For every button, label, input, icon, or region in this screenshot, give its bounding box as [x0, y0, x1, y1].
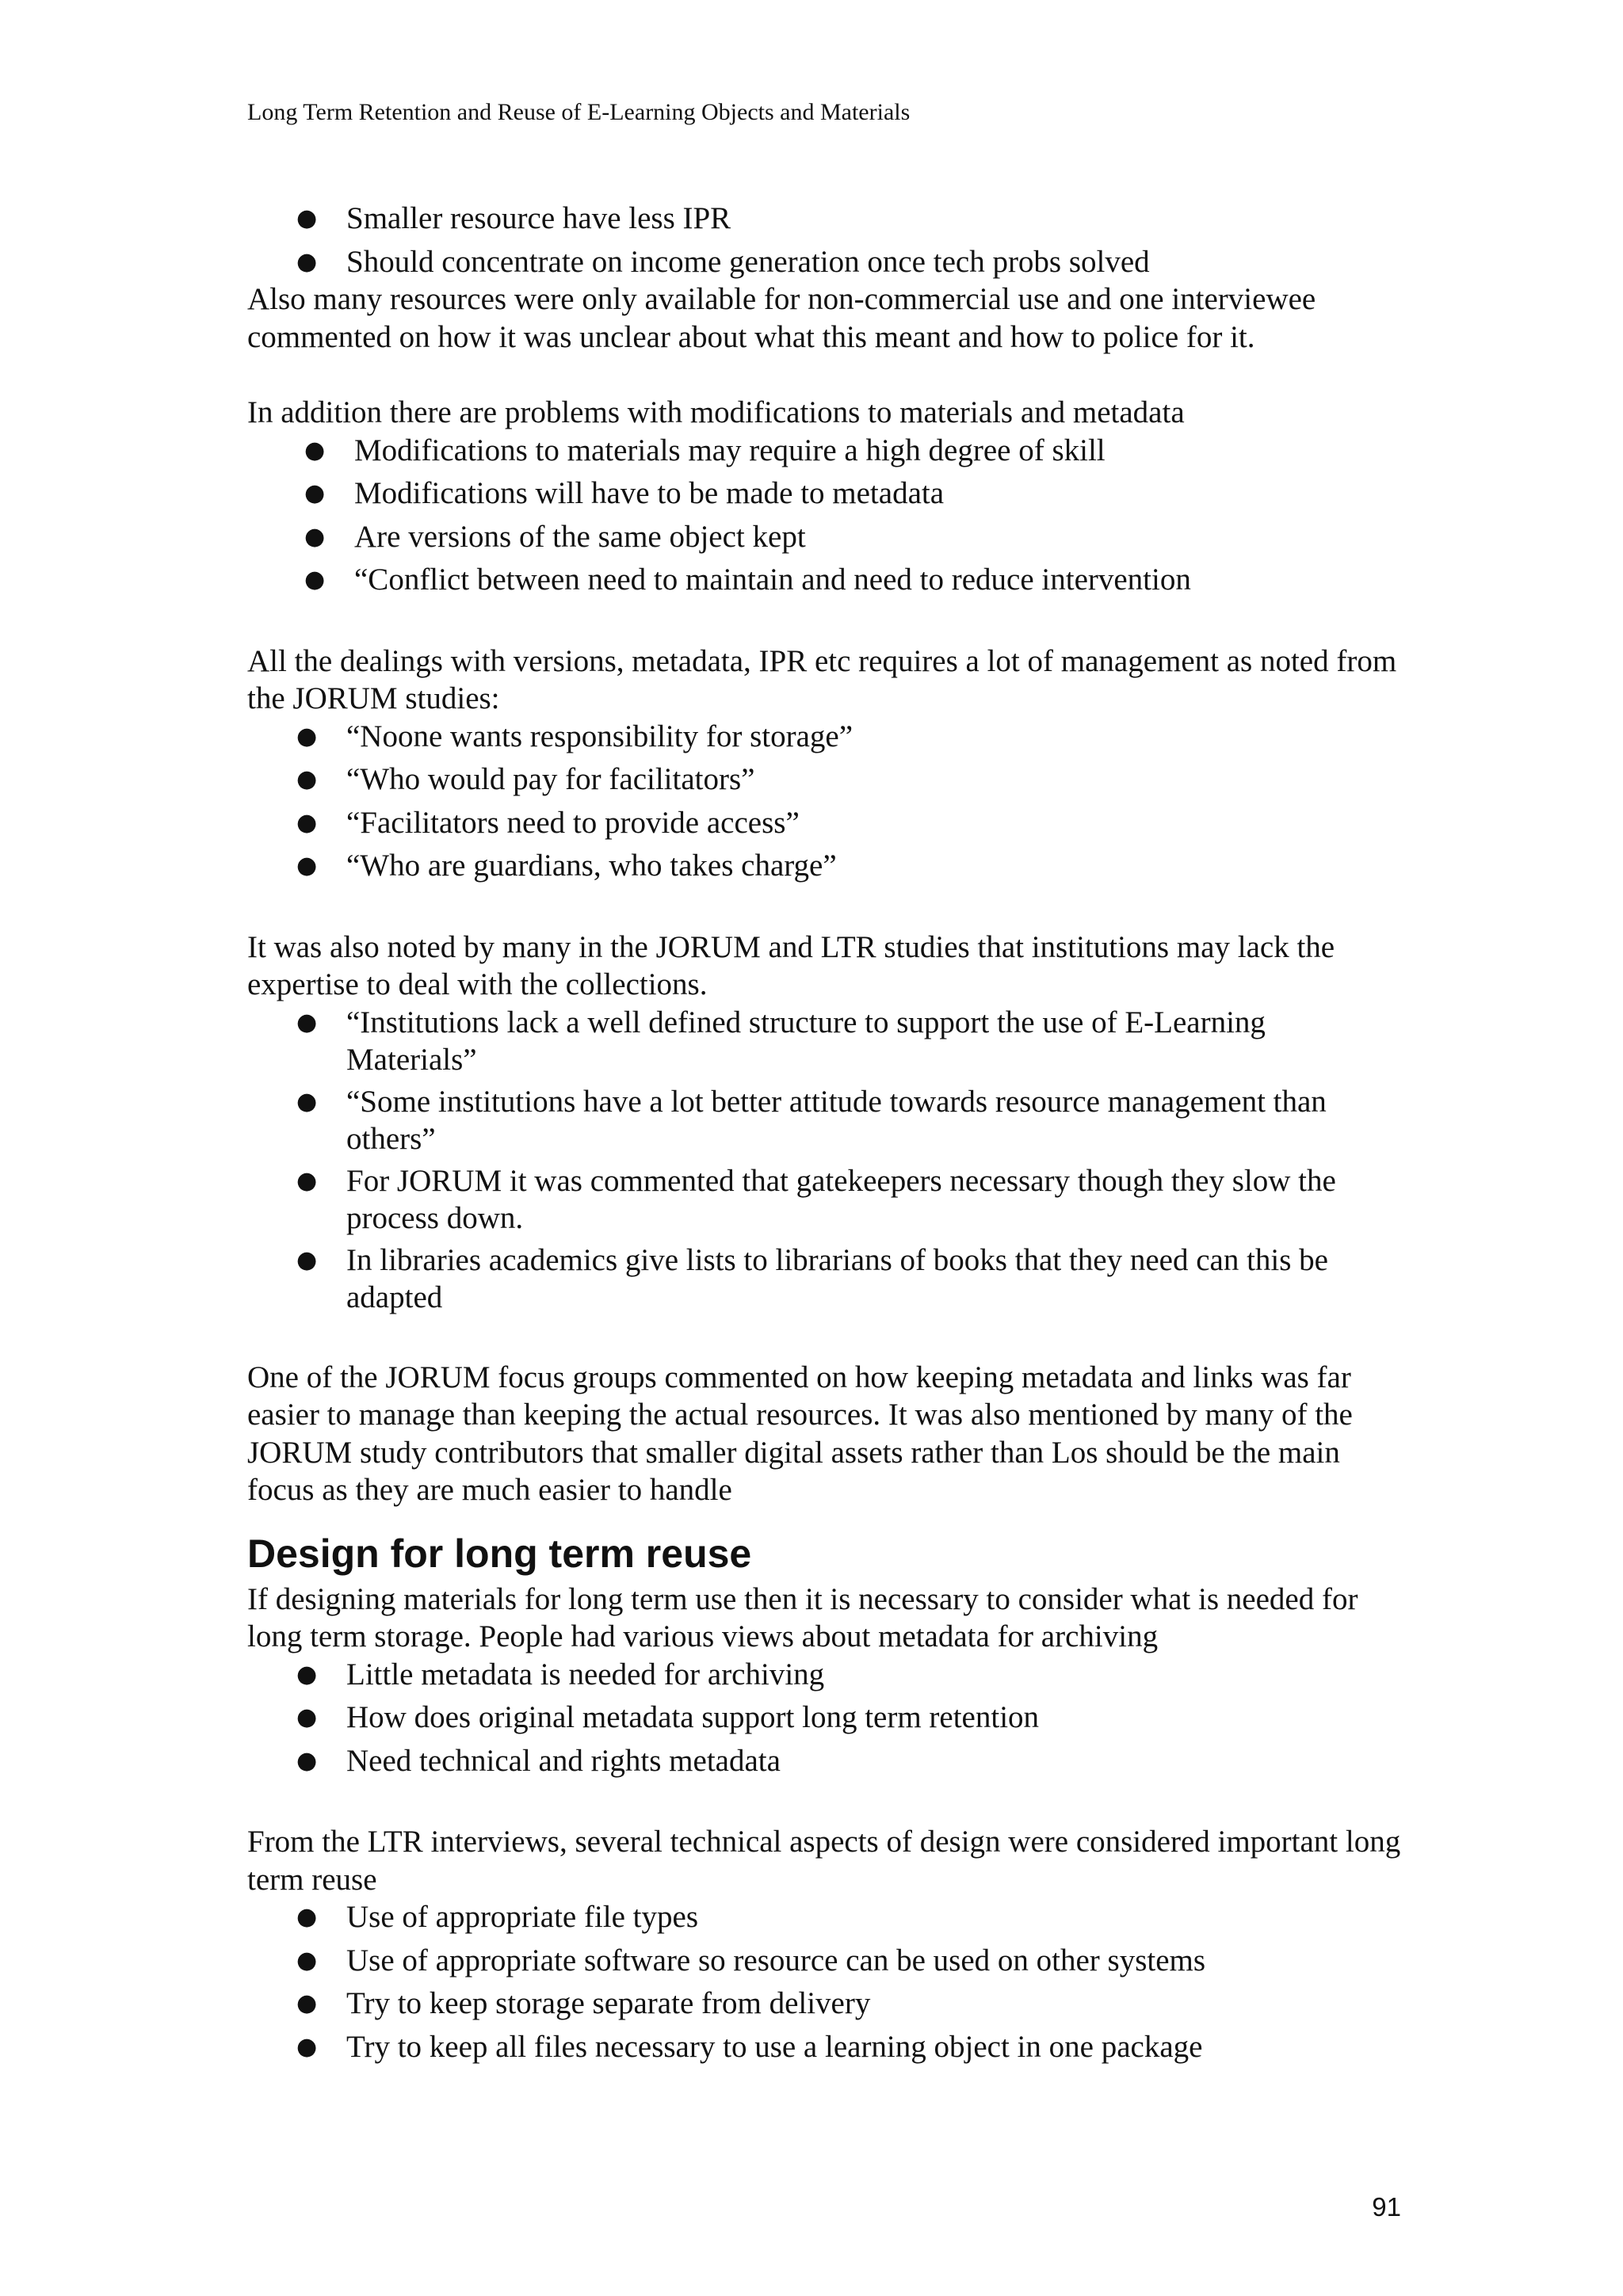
list-item: ● Try to keep storage separate from delivery: [247, 1985, 1404, 2023]
bullet-icon: ●: [296, 722, 318, 750]
bullet-icon: ●: [296, 1946, 318, 1974]
spacer: [247, 1321, 1404, 1359]
bullet-list-modifications: [247, 432, 1404, 599]
list-item: ● “Institutions lack a well defined structure to support the use of E-Learning Materials”: [296, 1005, 1266, 1077]
list-item: ● “Some institutions have a lot better attitude towards resource management than others”: [296, 1084, 1327, 1156]
list-item: ● Try to keep all files necessary to use a learning object in one package: [247, 2028, 1404, 2066]
list-item: ● Should concentrate on income generation once tech probs solved: [247, 243, 1404, 281]
paragraph-ltr-interviews: From the LTR interviews, several technical aspects of design were considered important long term reuse: [247, 1825, 1401, 1897]
bullet-icon: ●: [296, 765, 318, 793]
bullet-list-technical-aspects: [247, 1898, 1404, 2065]
bullet-icon: ●: [296, 2032, 318, 2061]
list-item: ● “Who would pay for facilitators”: [247, 761, 1404, 799]
page-number: 91: [1372, 2192, 1401, 2222]
bullet-icon: ●: [296, 1245, 318, 1274]
bullet-icon: ●: [304, 522, 326, 551]
list-item: ● In libraries academics give lists to librarians of books that they need can this be adapted: [296, 1242, 1328, 1314]
bullet-icon: ●: [296, 1703, 318, 1731]
list-item: ● “Noone wants responsibility for storage”: [247, 718, 1404, 756]
paragraph-design-intro: If designing materials for long term use then it is necessary to consider what is needed for long term storage. People had various views about metadata for archiving: [247, 1581, 1358, 1653]
bullet-icon: ●: [296, 1746, 318, 1775]
spacer: [247, 891, 1404, 929]
bullet-list-metadata-views: [247, 1656, 1404, 1780]
bullet-icon: ●: [296, 808, 318, 837]
bullet-list-ipr: [247, 200, 1404, 280]
paragraph-non-commercial: Also many resources were only available for non-commercial use and one interviewee commented on how it was unclear about what this meant and how to police for it.: [247, 282, 1316, 354]
bullet-icon: ●: [304, 566, 326, 593]
list-item: ● “Who are guardians, who takes charge”: [247, 847, 1404, 885]
spacer: [247, 1785, 1404, 1823]
bullet-icon: ●: [296, 1660, 318, 1688]
list-item: ● Little metadata is needed for archiving: [247, 1656, 1404, 1694]
spacer: [247, 605, 1404, 643]
bullet-icon: ●: [296, 204, 318, 232]
bullet-icon: ●: [304, 436, 326, 464]
bullet-list-jorum-quotes: [247, 718, 1404, 885]
paragraph-expertise: It was also noted by many in the JORUM and LTR studies that institutions may lack the expertise to deal with the collections.: [247, 929, 1335, 1001]
section-heading: Design for long term reuse: [247, 1531, 752, 1576]
list-item: ● Are versions of the same object kept: [247, 518, 1404, 556]
list-item: ● Use of appropriate file types: [247, 1898, 1404, 1936]
bullet-icon: ●: [296, 1087, 318, 1116]
bullet-icon: ●: [296, 1008, 318, 1036]
list-item: ● Smaller resource have less IPR: [247, 200, 1404, 238]
list-item: ● “Conflict between need to maintain and need to reduce intervention: [247, 561, 1404, 599]
bullet-icon: ●: [296, 852, 318, 879]
bullet-list-institutions: [247, 1004, 1357, 1317]
bullet-icon: ●: [296, 1166, 318, 1195]
list-item: ● For JORUM it was commented that gatekeepers necessary though they slow the process down.: [296, 1163, 1336, 1235]
list-item: ● Need technical and rights metadata: [247, 1742, 1404, 1780]
bullet-icon: ●: [296, 1989, 318, 2017]
list-item: ● Use of appropriate software so resource can be used on other systems: [247, 1942, 1404, 1980]
list-item: ● Modifications will have to be made to metadata: [247, 475, 1404, 513]
bullet-icon: ●: [304, 479, 326, 507]
running-header: Long Term Retention and Reuse of E-Learning Objects and Materials: [247, 99, 911, 125]
bullet-icon: ●: [296, 1903, 318, 1931]
paragraph-modifications: In addition there are problems with modifications to materials and metadata: [247, 395, 1185, 429]
spacer: [247, 356, 1404, 394]
list-item: ● Modifications to materials may require a high degree of skill: [247, 432, 1404, 470]
list-item: ● “Facilitators need to provide access”: [247, 804, 1404, 842]
page-body: [247, 200, 1404, 2071]
list-item: ● How does original metadata support long term retention: [247, 1699, 1404, 1737]
paragraph-management: All the dealings with versions, metadata, IPR etc requires a lot of management as noted from the JORUM studies:: [247, 643, 1397, 715]
paragraph-focus-groups: One of the JORUM focus groups commented on how keeping metadata and links was far easier to manage than keeping the actual resources. It was also mentioned by many of the JORUM study contributors that smaller digital assets rather than Los should be the main focus as they are much easier to handle: [247, 1360, 1353, 1507]
bullet-icon: ●: [296, 247, 318, 276]
